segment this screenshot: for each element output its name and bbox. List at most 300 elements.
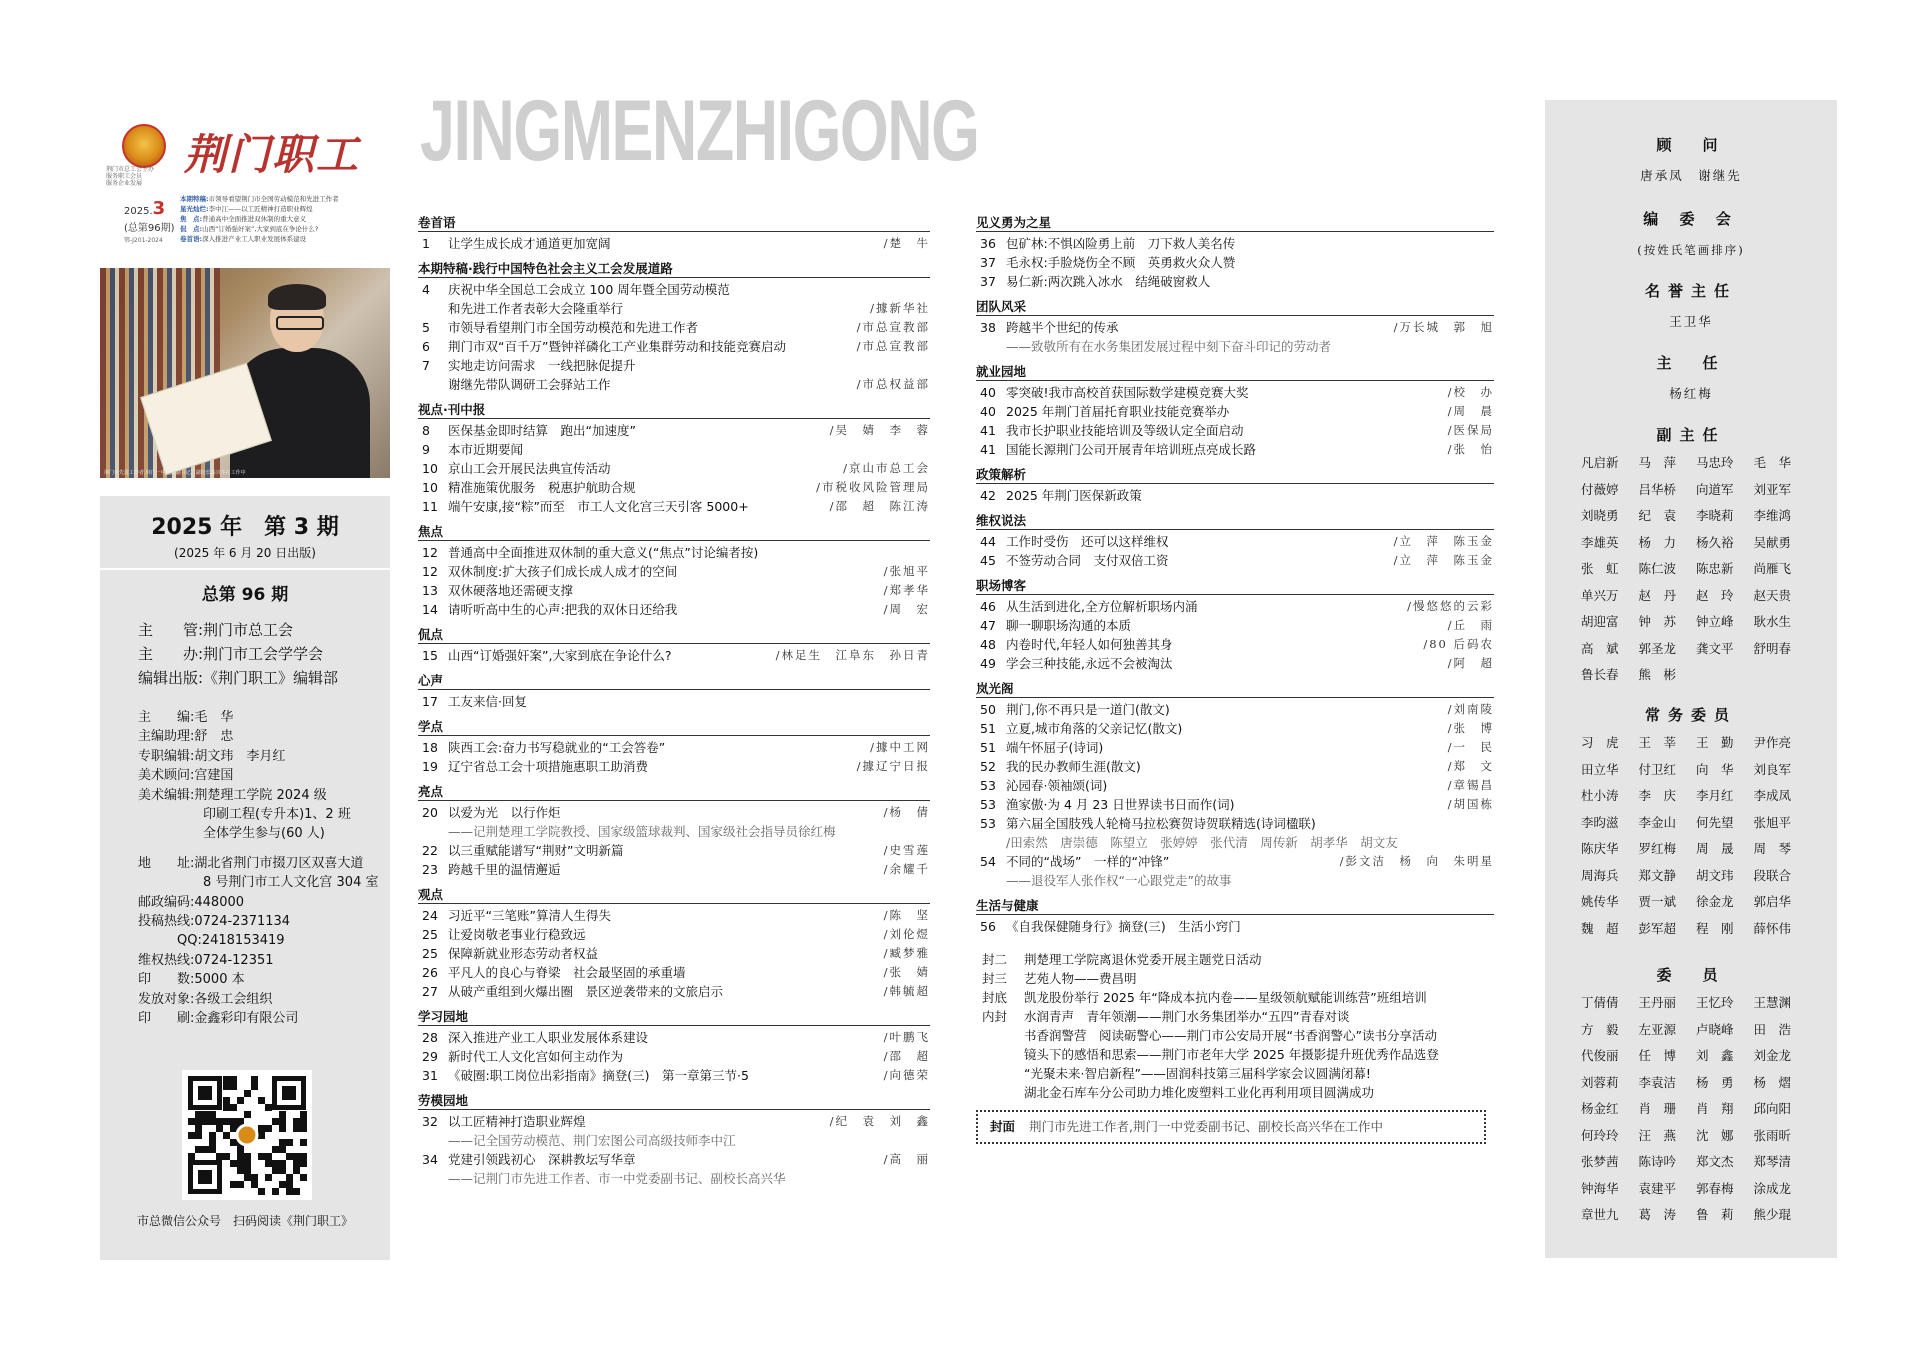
hon-title: 名誉主任 (1644, 282, 1737, 300)
logo-row (100, 118, 390, 187)
toc-entry[interactable] (976, 852, 1494, 871)
toc-entry-author: /张旭平 (883, 564, 930, 578)
toc-entry[interactable] (418, 1112, 930, 1131)
toc-entry-author: /韩毓超 (883, 984, 930, 998)
toc-page-number: 9 (422, 442, 430, 457)
issue-info-panel (100, 496, 390, 1260)
toc-section-title: 政策解析 (976, 465, 1494, 484)
toc-entry-author: /纪 袁 刘 鑫 (829, 1114, 930, 1128)
toc-entry-title: 渔家傲·为 4 月 23 日世界读书日而作(词) (1006, 797, 1235, 812)
member-name: 付卫红 (1638, 761, 1677, 777)
member-name: 马 萍 (1638, 455, 1677, 470)
toc-entry-author: /万长城 郭 旭 (1393, 320, 1494, 334)
toc-page-number: 19 (422, 759, 438, 774)
toc-entry[interactable] (418, 1169, 930, 1188)
member-name: 何先望 (1696, 814, 1734, 830)
toc-entry[interactable] (976, 383, 1494, 402)
staff-line: 投稿热线:0724-2371134 (138, 914, 291, 930)
toc-entry[interactable] (418, 478, 930, 497)
toc-section-title: 生活与健康 (976, 896, 1494, 915)
staff-line: 维权热线:0724-12351 (138, 952, 274, 968)
qr-code[interactable] (182, 1070, 312, 1200)
staff-line: 印 数:5000 本 (138, 972, 245, 988)
member-name: 肖 珊 (1638, 1101, 1677, 1116)
toc-entry-title: 毛永权:手脸烧伤全不顾 英勇救火众人赞 (1006, 255, 1236, 270)
cover-listing[interactable] (976, 1045, 1494, 1064)
toc-entry[interactable] (418, 841, 930, 860)
toc-page-number: 25 (422, 927, 438, 942)
toc-entry[interactable] (976, 654, 1494, 673)
member-name: 刘亚军 (1753, 481, 1792, 497)
toc-entry-title: 谢继先带队调研工会驿站工作 (448, 377, 611, 392)
toc-entry-title: 不同的“战场” 一样的“冲锋” (1006, 854, 1170, 869)
toc-entry[interactable] (976, 234, 1494, 253)
toc-entry[interactable] (418, 982, 930, 1001)
cover-caption-box (976, 1110, 1486, 1144)
cover-listing[interactable] (976, 1064, 1494, 1083)
toc-entry-author: /医保局 (1447, 423, 1494, 437)
member-name: 周海兵 (1581, 867, 1619, 883)
toc-section-title: 本期特稿·践行中国特色社会主义工会发展道路 (418, 259, 930, 278)
toc-entry[interactable] (418, 944, 930, 963)
toc-page-number: 56 (980, 919, 996, 934)
member-name: 罗红梅 (1638, 841, 1677, 856)
member-name: 赵 玲 (1696, 587, 1734, 603)
feature-key: 本期特稿: (180, 195, 209, 203)
cover-title: 凯龙股份举行 2025 年“降成本抗内卷——星级领航赋能训练营”班组培训 (1024, 990, 1427, 1005)
member-name: 薛怀伟 (1753, 920, 1792, 936)
toc-entry-title: 工友来信·回复 (448, 694, 527, 709)
emblem-caption: 荆门市总工会主办 服务职工会员 服务企业发展 (106, 166, 155, 187)
member-name: 李金山 (1638, 814, 1677, 830)
member-name: 王 莘 (1638, 735, 1677, 750)
toc-entry[interactable] (976, 486, 1494, 505)
toc-entry[interactable] (418, 280, 930, 299)
divider (100, 568, 390, 570)
cover-listing[interactable] (976, 1026, 1494, 1045)
toc-entry[interactable] (976, 421, 1494, 440)
member-name: 李晓莉 (1696, 508, 1734, 523)
toc-entry-author: /周 宏 (883, 602, 930, 616)
feature-key: 焦 点: (180, 215, 203, 223)
toc-entry-title: 党建引领践初心 深耕教坛写华章 (448, 1152, 636, 1167)
toc-entry[interactable] (976, 337, 1494, 356)
toc-entry-title: 零突破!我市高校首获国际数学建模竞赛大奖 (1006, 385, 1249, 400)
dir-name: 杨红梅 (1669, 386, 1713, 401)
toc-entry-author: /市总权益部 (856, 377, 930, 391)
member-name: 杨金红 (1581, 1101, 1619, 1116)
feature-text: 深入推进产业工人职业发展体系建设 (202, 235, 307, 243)
toc-section-title: 心声 (418, 671, 930, 690)
toc-entry[interactable] (976, 440, 1494, 459)
toc-page-number: 6 (422, 339, 430, 354)
toc-entry[interactable] (418, 1047, 930, 1066)
toc-entry-author: /慢悠悠的云彩 (1407, 599, 1494, 613)
toc-page-number: 53 (980, 816, 996, 831)
members-list (1581, 990, 1811, 1229)
toc-entry[interactable] (418, 581, 930, 600)
toc-entry[interactable] (418, 440, 930, 459)
cover-title: 湖北金石库车分公司助力堆化废塑料工业化再利用项目圆满成功 (1024, 1085, 1375, 1100)
toc-right-column (976, 207, 1494, 1146)
hon-name: 王卫华 (1669, 314, 1713, 329)
member-name: 段联合 (1753, 867, 1792, 883)
cover-title: 镜头下的感悟和思索——荆门市老年大学 2025 年摄影提升班优秀作品选登 (1024, 1047, 1439, 1062)
toc-entry-title: 国能长源荆门公司开展青年培训班点亮成长路 (1006, 442, 1257, 457)
toc-entry[interactable] (976, 272, 1494, 291)
toc-entry-title: 以工匠精神打造职业辉煌 (448, 1114, 586, 1129)
toc-entry-author: /周 晨 (1447, 404, 1494, 418)
toc-entry[interactable] (418, 1028, 930, 1047)
member-name: 徐金龙 (1696, 894, 1734, 909)
toc-entry[interactable] (418, 646, 930, 665)
toc-entry[interactable] (418, 337, 930, 356)
toc-entry-title: 从破产重组到火爆出圈 景区逆袭带来的文旅启示 (448, 984, 724, 999)
member-name: 刘晓勇 (1581, 508, 1619, 523)
feature-line (180, 224, 390, 234)
toc-entry[interactable] (976, 814, 1494, 833)
toc-page-number: 25 (422, 946, 438, 961)
toc-entry-title: 让学生成长成才通道更加宽阔 (448, 236, 611, 251)
toc-entry-title: 市领导看望荆门市全国劳动模范和先进工作者 (448, 320, 699, 335)
toc-section-title: 见义勇为之星 (976, 213, 1494, 232)
toc-entry[interactable] (418, 497, 930, 516)
toc-entry[interactable] (976, 551, 1494, 570)
toc-entry[interactable] (418, 299, 930, 318)
toc-entry[interactable] (976, 402, 1494, 421)
member-name: 纪 袁 (1638, 508, 1677, 523)
toc-entry[interactable] (418, 860, 930, 879)
toc-entry[interactable] (418, 375, 930, 394)
toc-entry-title: ——记荆门市先进工作者、市一中党委副书记、副校长高兴华 (448, 1171, 786, 1186)
feature-text: 山西“订婚强奸案”,大家到底在争论什么? (202, 225, 319, 233)
toc-entry-title: 《破圈:职工岗位出彩指南》摘登(三) 第一章第三节·5 (448, 1068, 749, 1083)
toc-entry-title: 辽宁省总工会十项措施惠职工助消费 (448, 759, 649, 774)
toc-entry-author: /阿 超 (1447, 656, 1494, 670)
toc-entry-title: 京山工会开展民法典宣传活动 (448, 461, 611, 476)
toc-page-number: 40 (980, 385, 996, 400)
toc-entry-title: 2025 年荆门医保新政策 (1006, 488, 1142, 503)
toc-entry[interactable] (976, 700, 1494, 719)
toc-page-number: 31 (422, 1068, 438, 1083)
cover-box-key: 封面 (990, 1119, 1016, 1134)
member-name: 王丹丽 (1638, 995, 1677, 1010)
member-name: 刘良军 (1753, 761, 1792, 777)
toc-page-number: 45 (980, 553, 996, 568)
vice-title: 副主任 (1656, 426, 1726, 444)
toc-entry-title: /田索然 唐崇德 陈望立 张婷婷 张代清 周传新 胡孝华 胡文友 (1006, 835, 1398, 850)
toc-entry[interactable] (418, 234, 930, 253)
toc-entry-author: /陈 坚 (883, 908, 930, 922)
staff-line: 主编助理:舒 忠 (138, 729, 234, 745)
toc-page-number: 1 (422, 236, 430, 251)
toc-entry-title: 山西“订婚强奸案”,大家到底在争论什么? (448, 648, 672, 663)
member-name: 马忠玲 (1696, 455, 1734, 470)
member-name: 刘 鑫 (1696, 1048, 1734, 1063)
toc-entry[interactable] (976, 833, 1494, 852)
toc-entry-title: 跨越半个世纪的传承 (1006, 320, 1119, 335)
member-name: 代俊丽 (1581, 1048, 1619, 1063)
advisers-title: 顾 问 (1656, 136, 1726, 154)
toc-page-number: 10 (422, 480, 438, 495)
total-issue: 总第 96 期 (201, 585, 289, 605)
toc-section-title: 劳模园地 (418, 1091, 930, 1110)
toc-entry-author: /刘伦煜 (883, 927, 930, 941)
staff-line: 主 编:毛 华 (138, 710, 234, 725)
toc-entry[interactable] (976, 917, 1494, 936)
toc-section-title: 观点 (418, 885, 930, 904)
toc-entry[interactable] (418, 757, 930, 776)
member-name: 卢晓峰 (1696, 1021, 1734, 1037)
member-name: 钟立峰 (1696, 614, 1734, 629)
cover-title: 水润青声 青年领潮——荆门水务集团举办“五四”青春对谈 (1024, 1009, 1350, 1024)
staff-line: 邮政编码:448000 (138, 894, 245, 910)
cover-listing[interactable] (976, 950, 1494, 969)
member-name: 郭圣龙 (1638, 640, 1677, 656)
toc-entry[interactable] (976, 597, 1494, 616)
toc-entry[interactable] (418, 1131, 930, 1150)
toc-entry[interactable] (418, 459, 930, 478)
toc-page-number: 13 (422, 583, 438, 598)
toc-entry[interactable] (418, 738, 930, 757)
member-name: 郑文杰 (1696, 1154, 1734, 1169)
toc-entry[interactable] (418, 318, 930, 337)
staff-line: 发放对象:各级工会组织 (138, 991, 273, 1007)
toc-entry-title: 深入推进产业工人职业发展体系建设 (448, 1030, 649, 1045)
cover-listing[interactable] (976, 969, 1494, 988)
cover-listing[interactable] (976, 1007, 1494, 1026)
toc-page-number: 24 (422, 908, 438, 923)
toc-entry-title: 实地走访问需求 一线把脉促提升 (448, 358, 636, 373)
member-name: 尹作亮 (1753, 735, 1792, 750)
toc-page-number: 44 (980, 534, 996, 549)
member-name: 张梦茜 (1581, 1154, 1619, 1169)
member-name: 陈庆华 (1581, 841, 1619, 856)
staff-line: 地 址:湖北省荆门市掇刀区双喜大道 (138, 855, 364, 871)
toc-entry-title: 习近平“三笔账”算清人生得失 (448, 908, 611, 923)
toc-entry[interactable] (418, 925, 930, 944)
masthead-line: 主 办:荆门市工会学学会 (138, 645, 324, 663)
toc-entry-title: ——致敬所有在水务集团发展过程中刻下奋斗印记的劳动者 (1006, 339, 1332, 354)
toc-section-title: 卷首语 (418, 213, 930, 232)
toc-page-number: 38 (980, 320, 996, 335)
toc-entry-author: /臧梦雅 (883, 946, 930, 960)
toc-entry[interactable] (976, 635, 1494, 654)
toc-entry-author: /高 丽 (883, 1152, 930, 1166)
toc-entry-author: /據辽宁日报 (856, 759, 930, 773)
toc-entry-author: /张 怡 (1447, 442, 1494, 456)
member-name: 任 博 (1638, 1048, 1677, 1063)
member-name: 赵天贵 (1753, 587, 1792, 603)
toc-entry[interactable] (976, 616, 1494, 635)
wordmark-title: JINGMENZHIGONG (420, 83, 979, 179)
member-name: 陈诗吟 (1638, 1154, 1677, 1169)
member-name: 程 刚 (1696, 920, 1734, 936)
toc-page-number: 51 (980, 721, 996, 736)
cover-listing[interactable] (976, 1083, 1494, 1102)
toc-entry-author: /立 萍 陈玉金 (1393, 553, 1494, 567)
toc-section-title: 维权说法 (976, 511, 1494, 530)
toc-entry[interactable] (976, 738, 1494, 757)
cover-listing[interactable] (976, 988, 1494, 1007)
member-name: 杨 勇 (1696, 1074, 1734, 1090)
staff-info (138, 708, 388, 1029)
member-name: 胡迎富 (1581, 614, 1619, 629)
toc-entry[interactable] (418, 562, 930, 581)
toc-entry[interactable] (418, 803, 930, 822)
toc-page-number: 5 (422, 320, 430, 335)
toc-entry-author: /郑 文 (1447, 759, 1494, 773)
toc-entry[interactable] (976, 795, 1494, 814)
toc-entry-title: ——记荆楚理工学院教授、国家级篮球裁判、国家级社会指导员徐红梅 (448, 824, 836, 839)
feature-text: 普通高中全面推进双休制的重大意义 (202, 215, 307, 223)
toc-page-number: 22 (422, 843, 438, 858)
member-name: 舒明春 (1753, 640, 1792, 656)
member-name: 周 琴 (1753, 841, 1792, 856)
member-name: 高 斌 (1581, 640, 1619, 656)
toc-left-column (418, 207, 930, 1188)
qr-caption: 市总微信公众号 扫码阅读《荆门职工》 (136, 1214, 353, 1228)
staff-line: 印 刷:金鑫彩印有限公司 (138, 1011, 299, 1027)
toc-entry[interactable] (976, 776, 1494, 795)
toc-page-number: 48 (980, 637, 996, 652)
toc-entry[interactable] (976, 757, 1494, 776)
toc-entry[interactable] (418, 963, 930, 982)
member-name: 耿水生 (1753, 614, 1792, 629)
toc-page-number: 18 (422, 740, 438, 755)
toc-entry-title: 以三重赋能谱写“荆财”文明新篇 (448, 843, 624, 858)
member-name: 付薇婷 (1581, 481, 1619, 497)
toc-entry-author: /张 博 (1447, 721, 1494, 735)
member-name: 姚传华 (1581, 894, 1619, 909)
toc-entry[interactable] (418, 356, 930, 375)
toc-entry-author: /刘南陵 (1447, 702, 1494, 716)
member-name: 鲁长春 (1581, 667, 1619, 682)
toc-entry-title: 荆门市双“百千万”暨钟祥磷化工产业集群劳动和技能竞赛启动 (448, 339, 786, 354)
toc-entry[interactable] (418, 421, 930, 440)
staff-line: 美术顾问:宫建国 (138, 768, 234, 784)
toc-entry-author: /校 办 (1447, 385, 1494, 399)
member-name: 魏 超 (1581, 920, 1619, 936)
toc-entry[interactable] (418, 822, 930, 841)
toc-page-number: 52 (980, 759, 996, 774)
board-note: (按姓氏笔画排序) (1637, 243, 1745, 257)
member-name: 郭启华 (1753, 894, 1792, 909)
toc-entry-author: /據中工网 (870, 740, 930, 754)
union-emblem-icon (122, 124, 166, 168)
toc-entry-author: /市总宣教部 (856, 320, 930, 334)
toc-entry-author: /京山市总工会 (843, 461, 930, 475)
toc-page-number: 41 (980, 442, 996, 457)
member-name: 肖 翔 (1696, 1101, 1734, 1116)
toc-page-number: 40 (980, 404, 996, 419)
cover-box-text: 荆门市先进工作者,荆门一中党委副书记、副校长高兴华在工作中 (1029, 1119, 1383, 1134)
toc-entry-title: 我的民办教师生涯(散文) (1006, 759, 1141, 774)
toc-entry-title: 学会三种技能,永远不会被淘汰 (1006, 656, 1173, 671)
cover-key: 封三 (982, 971, 1008, 986)
member-name: 熊 彬 (1638, 667, 1677, 682)
toc-entry-author: /张 婧 (883, 965, 930, 979)
toc-entry[interactable] (418, 1150, 930, 1169)
toc-entry[interactable] (418, 1066, 930, 1085)
toc-entry-title: 本市近期要闻 (448, 442, 524, 457)
toc-entry[interactable] (418, 543, 930, 562)
toc-entry[interactable] (976, 719, 1494, 738)
member-name: 李雄英 (1581, 534, 1619, 550)
member-name: 田立华 (1581, 761, 1619, 777)
toc-entry-title: 我市长护职业技能培训及等级认定全面启动 (1006, 423, 1244, 438)
member-name: 杜小涛 (1581, 788, 1619, 803)
toc-page-number: 11 (422, 499, 438, 514)
toc-entry-title: 跨越千里的温情邂逅 (448, 862, 561, 877)
toc-entry-title: 工作时受伤 还可以这样维权 (1006, 534, 1169, 549)
toc-entry-author: /一 民 (1447, 740, 1494, 754)
toc-entry-title: 聊一聊职场沟通的本质 (1006, 618, 1132, 633)
toc-entry[interactable] (976, 318, 1494, 337)
toc-section-title: 团队风采 (976, 297, 1494, 316)
toc-entry-title: 端午怀屈子(诗词) (1006, 740, 1104, 755)
toc-entry-author: /邵 超 陈江涛 (829, 499, 930, 513)
toc-page-number: 23 (422, 862, 438, 877)
cover-key: 封二 (982, 952, 1008, 967)
toc-section-title: 学点 (418, 717, 930, 736)
toc-entry[interactable] (418, 600, 930, 619)
feature-line (180, 214, 390, 224)
toc-entry-title: 庆祝中华全国总工会成立 100 周年暨全国劳动模范 (448, 282, 730, 297)
member-name: 陈忠新 (1696, 561, 1734, 576)
toc-entry[interactable] (418, 692, 930, 711)
member-name: 李昀滋 (1581, 814, 1619, 830)
toc-section-title: 岚光阁 (976, 679, 1494, 698)
member-name: 胡文玮 (1696, 867, 1734, 883)
toc-entry-title: 内卷时代,年轻人如何独善其身 (1006, 637, 1173, 652)
toc-entry[interactable] (976, 532, 1494, 551)
toc-page-number: 53 (980, 778, 996, 793)
cover-title: 荆楚理工学院离退休党委开展主题党日活动 (1024, 952, 1262, 967)
cover-title: 书香润警营 阅读砺警心——荆门市公安局开展“书香润警心”读书分享活动 (1024, 1028, 1437, 1043)
toc-page-number: 27 (422, 984, 438, 999)
masthead-line: 编辑出版:《荆门职工》编辑部 (138, 669, 339, 687)
issue-mini: 2025.3 (总第96期) 鄂-J201-2024 (124, 198, 175, 244)
member-name: 沈 娜 (1696, 1127, 1734, 1143)
staff-line: 全体学生参与(60 人) (138, 826, 325, 842)
toc-entry[interactable] (418, 906, 930, 925)
member-name: 李月红 (1696, 788, 1734, 803)
toc-page-number: 15 (422, 648, 438, 663)
member-name: 方 毅 (1581, 1021, 1619, 1037)
toc-entry-title: 陕西工会:奋力书写稳就业的“工会答卷” (448, 740, 666, 755)
member-name: 赵 丹 (1638, 587, 1677, 603)
qr-code-icon (182, 1070, 312, 1200)
toc-page-number: 29 (422, 1049, 438, 1064)
toc-entry-title: 不签劳动合同 支付双倍工资 (1006, 553, 1169, 568)
member-name: 鲁 莉 (1696, 1207, 1734, 1222)
toc-entry[interactable] (976, 253, 1494, 272)
toc-page-number: 41 (980, 423, 996, 438)
member-name: 李袁洁 (1638, 1074, 1677, 1090)
member-name: 凡启新 (1581, 455, 1619, 470)
toc-page-number: 12 (422, 564, 438, 579)
toc-page-number: 42 (980, 488, 996, 503)
editorial-board-panel (1545, 100, 1837, 1258)
feature-line (180, 194, 390, 204)
toc-entry[interactable] (976, 871, 1494, 890)
cover-key: 封底 (982, 990, 1008, 1005)
member-name: 张雨昕 (1753, 1127, 1792, 1143)
toc-entry-author: /林足生 江阜东 孙日青 (775, 648, 930, 662)
member-name: 习 虎 (1581, 735, 1619, 750)
feature-text: 市领导看望荆门市全国劳动模范和先进工作者 (208, 195, 339, 203)
